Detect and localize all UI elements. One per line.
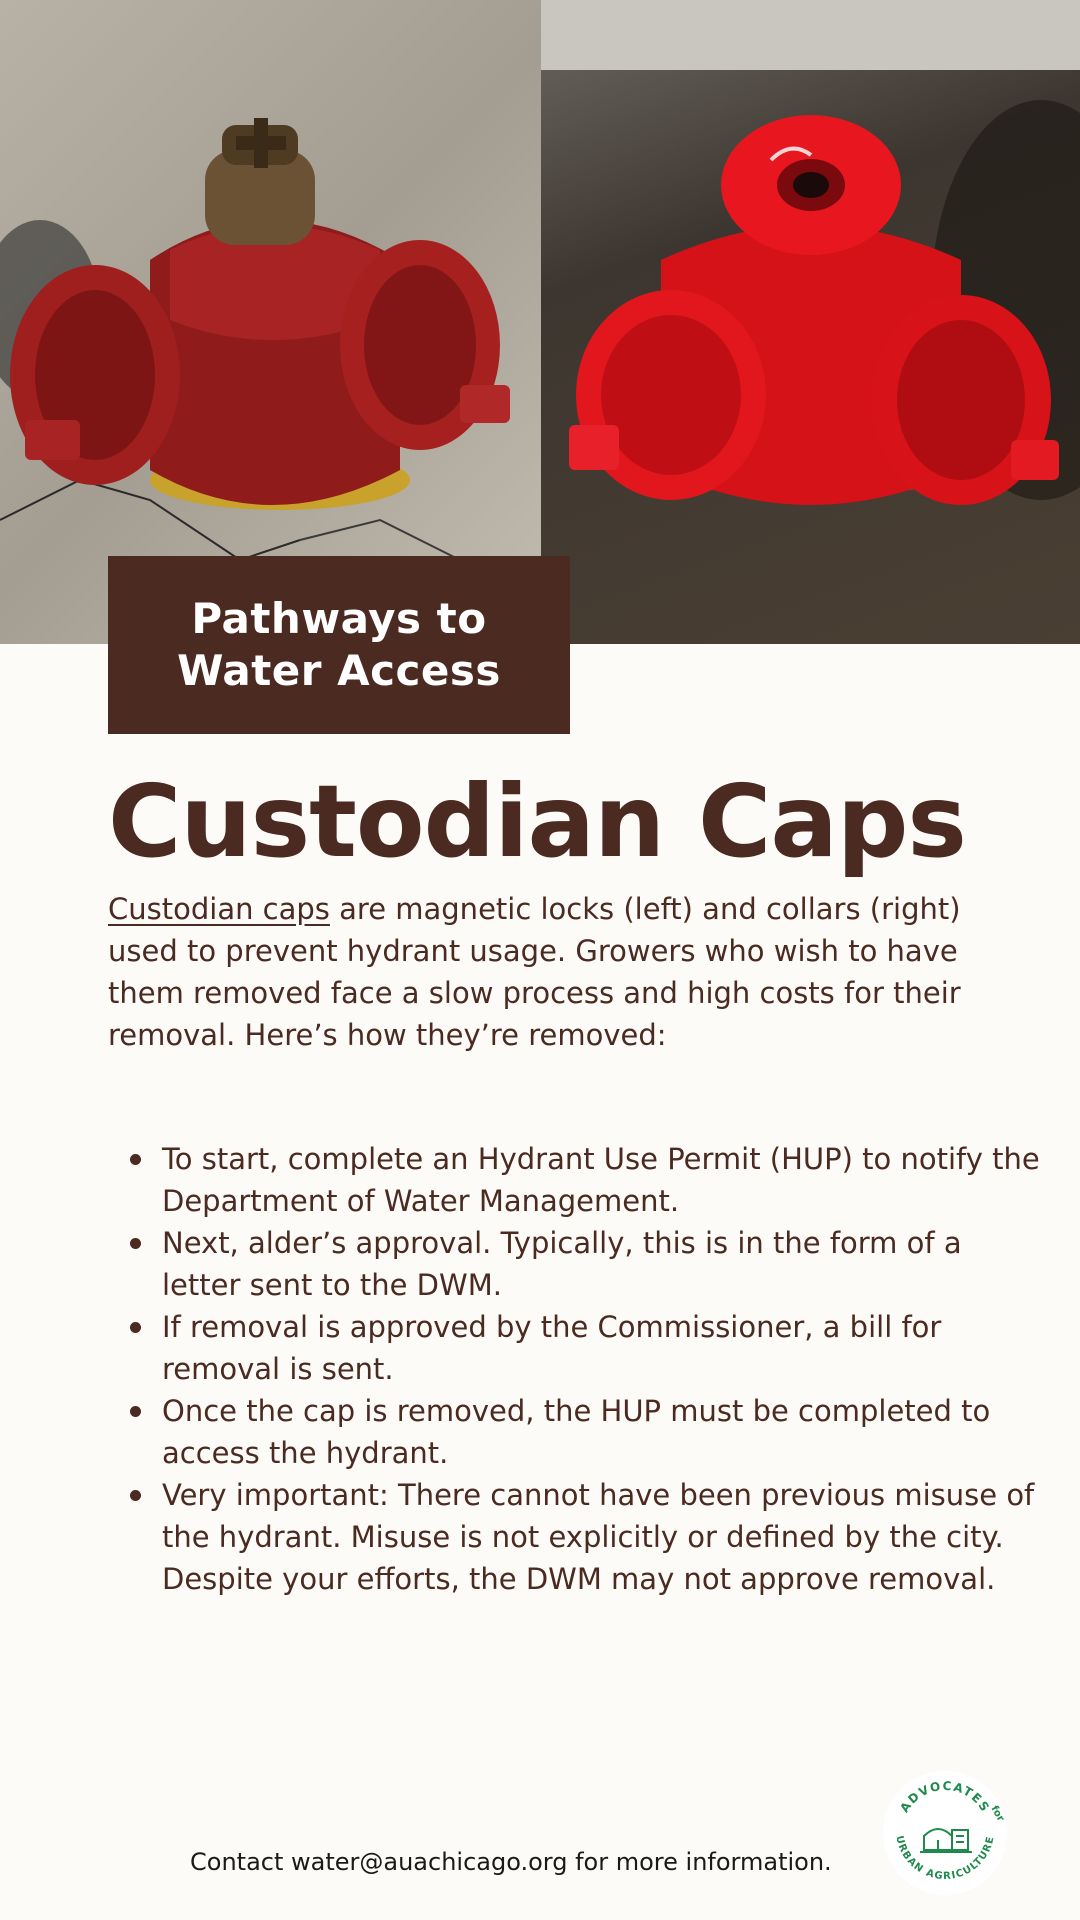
bullet-icon: [130, 1490, 141, 1501]
tag-line-1: Pathways to: [191, 594, 487, 643]
tag-line-2: Water Access: [177, 646, 501, 695]
step-text: If removal is approved by the Commissioner, a bill for removal is sent.: [162, 1310, 942, 1386]
logo-top-text: ADVOCATES: [897, 1778, 993, 1815]
list-item: [162, 1474, 1042, 1600]
removal-steps-list: [108, 1138, 1042, 1600]
contact-footer: Contact water@auachicago.org for more information.: [190, 1848, 832, 1876]
hydrant-lock-illustration: [0, 0, 541, 644]
list-item: [162, 1390, 1042, 1474]
bullet-icon: [130, 1322, 141, 1333]
category-tag: [108, 556, 570, 734]
step-text: To start, complete an Hydrant Use Permit (HUP) to notify the Department of Water Management.: [162, 1142, 1040, 1218]
bullet-icon: [130, 1406, 141, 1417]
photo-collar-hydrant: [541, 0, 1080, 644]
intro-paragraph: [108, 888, 968, 1056]
logo-bottom-text: URBAN AGRICULTURE: [893, 1834, 997, 1883]
intro-text: are magnetic locks (left) and collars (right) used to prevent hydrant usage. Growers who wish to have them removed face a slow process and high costs for their removal. Here’s how they’re removed:: [108, 892, 961, 1052]
step-text: Next, alder’s approval. Typically, this is in the form of a letter sent to the DWM.: [162, 1226, 962, 1302]
bullet-icon: [130, 1154, 141, 1165]
logo-for-text: for: [988, 1804, 1007, 1824]
header-photos: [0, 0, 1080, 644]
bullet-icon: [130, 1238, 141, 1249]
page-title: Custodian Caps: [108, 763, 966, 880]
list-item: [162, 1222, 1042, 1306]
custodian-caps-term: Custodian caps: [108, 892, 330, 926]
list-item: [162, 1306, 1042, 1390]
advocates-urban-agriculture-logo: [880, 1768, 1010, 1898]
step-text: Very important: There cannot have been previous misuse of the hydrant. Misuse is not explicitly or defined by the city. Despite your efforts, the DWM may not approve removal.: [162, 1478, 1035, 1596]
hydrant-collar-illustration: [541, 0, 1080, 644]
step-text: Once the cap is removed, the HUP must be completed to access the hydrant.: [162, 1394, 991, 1470]
list-item: [162, 1138, 1042, 1222]
photo-magnetic-lock-hydrant: [0, 0, 541, 644]
